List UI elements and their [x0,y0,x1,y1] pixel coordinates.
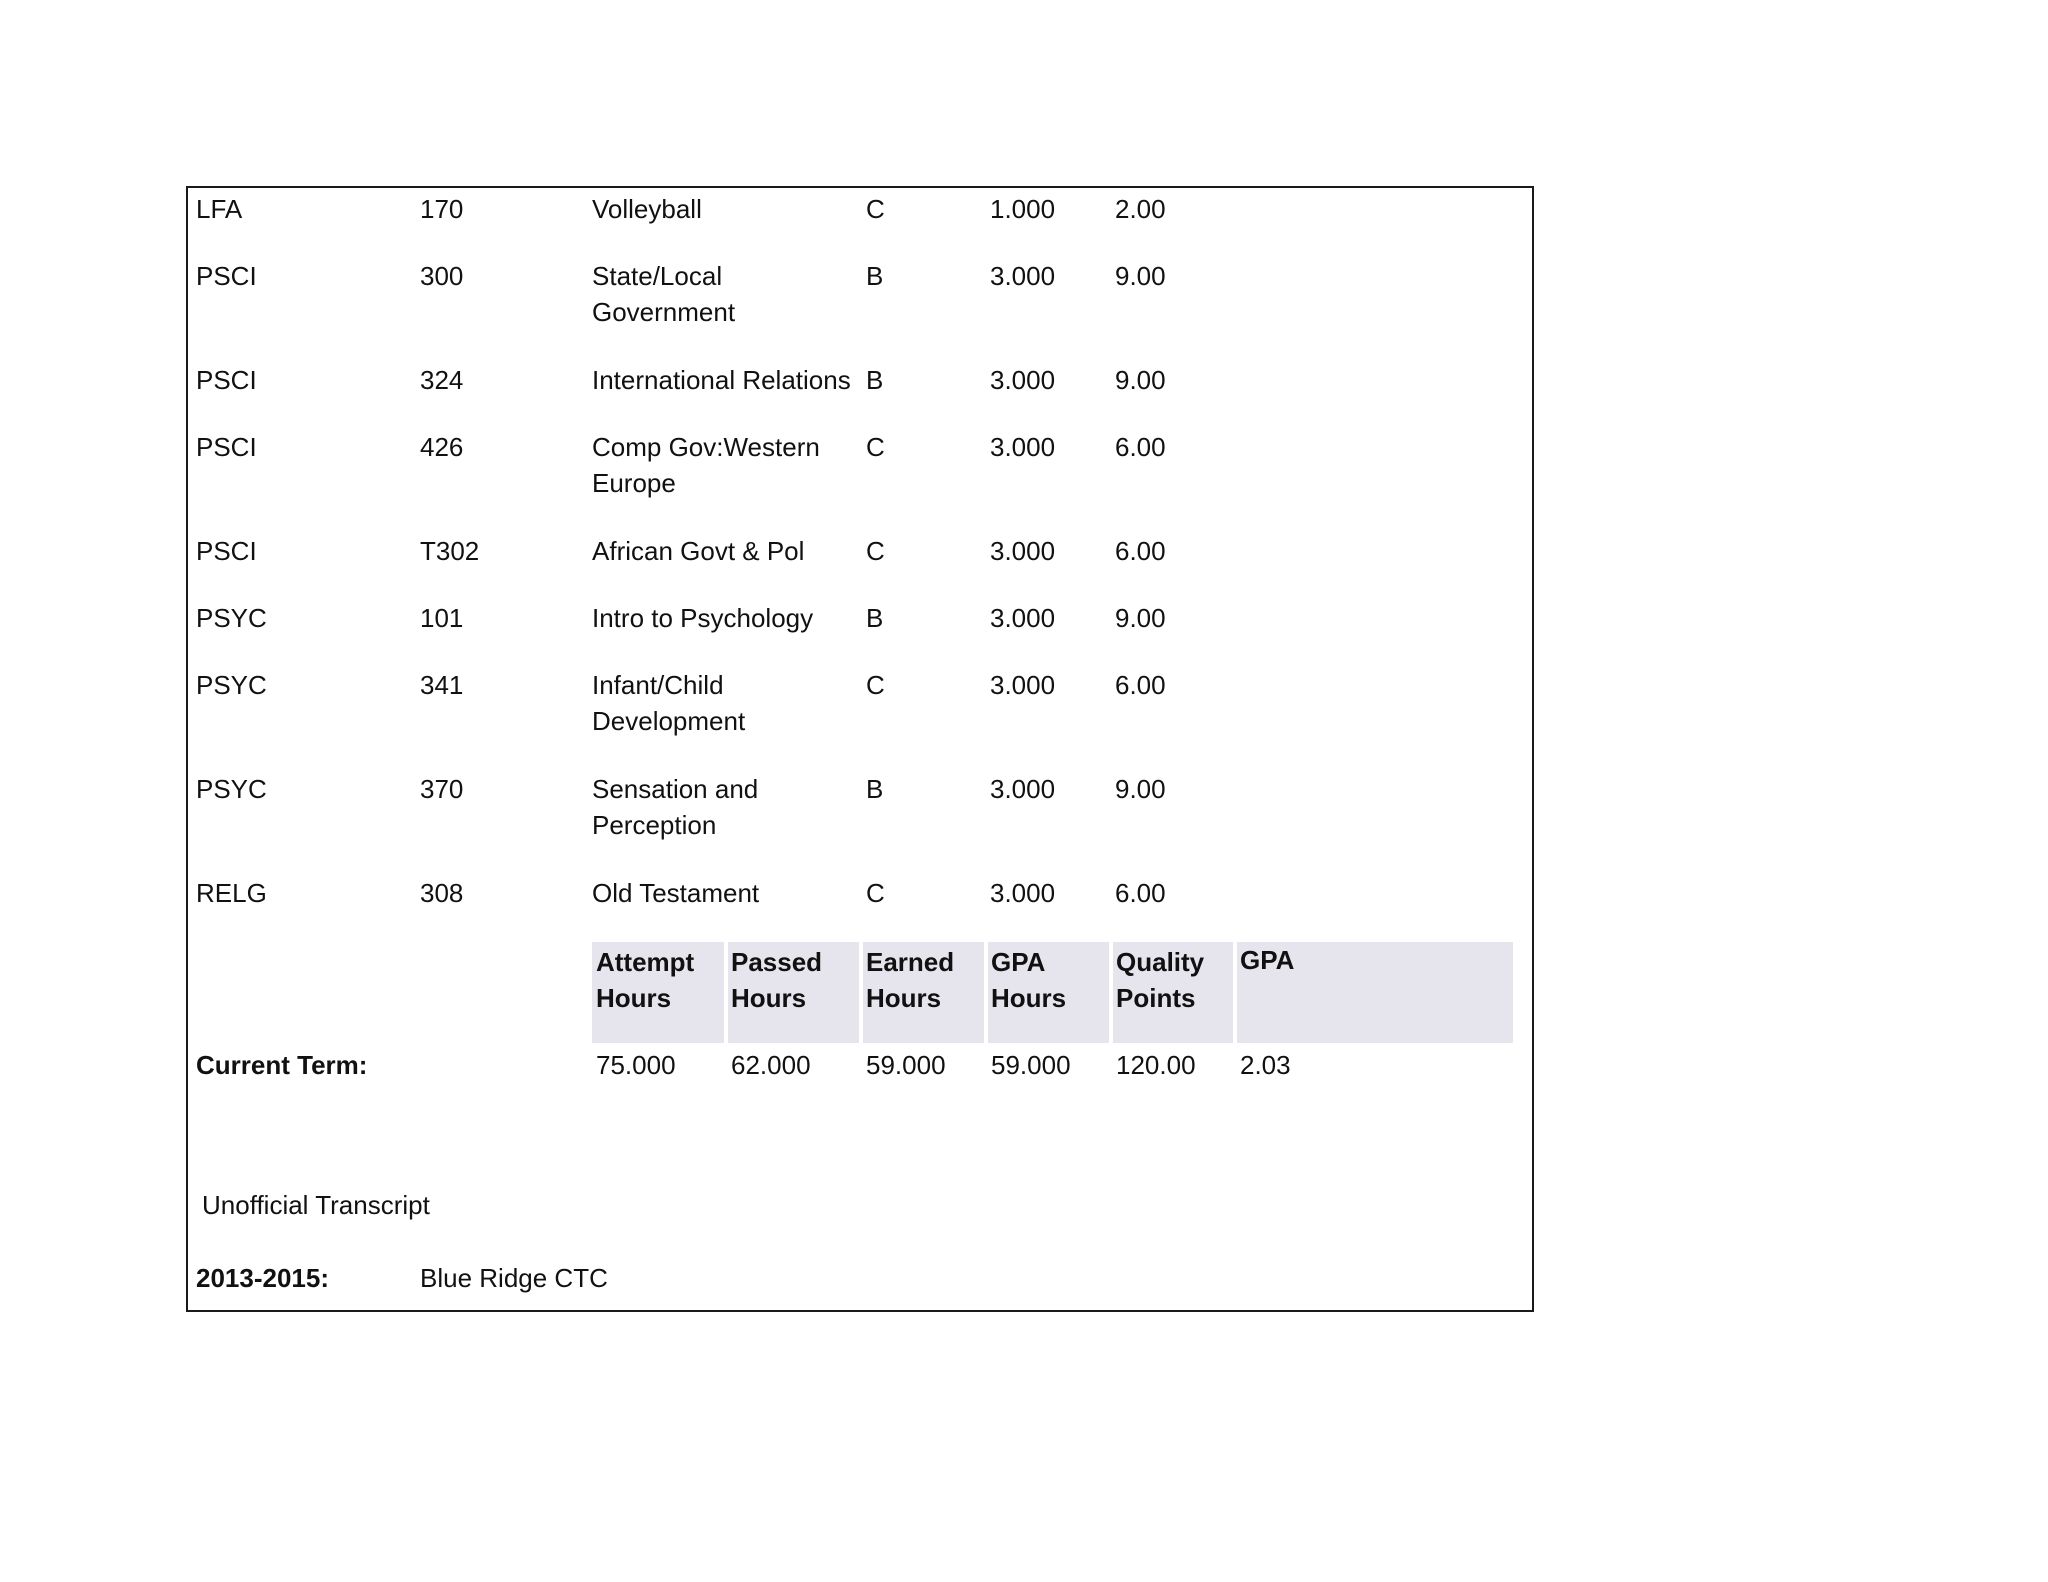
course-subject: PSCI [196,365,257,395]
course-hours: 3.000 [990,603,1056,633]
header-gpa: GPA [1240,945,1295,975]
course-title: Old Testament [592,878,760,908]
header-earned-hours: Earned Hours [866,947,955,1013]
course-points: 6.00 [1115,670,1166,700]
course-hours: 3.000 [990,432,1056,462]
value-quality-points: 120.00 [1116,1050,1196,1080]
course-subject: PSYC [196,603,267,633]
course-title: Sensation and Perception [592,774,759,840]
course-number: T302 [420,536,480,566]
course-hours: 1.000 [990,194,1056,224]
value-gpa-hours: 59.000 [991,1050,1071,1080]
course-points: 6.00 [1115,878,1166,908]
value-earned-hours: 59.000 [866,1050,946,1080]
course-number: 324 [420,365,464,395]
course-title: International Relations [592,365,851,395]
course-points: 6.00 [1115,536,1166,566]
course-hours: 3.000 [990,774,1056,804]
course-number: 341 [420,670,464,700]
course-subject: PSCI [196,536,257,566]
course-title: Infant/Child Development [592,670,746,736]
value-passed-hours: 62.000 [731,1050,811,1080]
course-points: 9.00 [1115,261,1166,291]
course-number: 300 [420,261,464,291]
header-passed-hours: Passed Hours [731,947,823,1013]
current-term-label: Current Term: [196,1050,368,1080]
course-grade: C [866,194,885,224]
transcript-title: Unofficial Transcript [202,1190,430,1220]
course-hours: 3.000 [990,261,1056,291]
institution-name: Blue Ridge CTC [420,1263,608,1293]
course-title: Intro to Psychology [592,603,814,633]
course-points: 2.00 [1115,194,1166,224]
course-grade: C [866,536,885,566]
course-points: 6.00 [1115,432,1166,462]
course-number: 370 [420,774,464,804]
header-gpa-hours: GPA Hours [991,947,1067,1013]
course-title: State/Local Government [592,261,736,327]
course-grade: C [866,432,885,462]
course-hours: 3.000 [990,365,1056,395]
value-attempt-hours: 75.000 [596,1050,676,1080]
course-hours: 3.000 [990,670,1056,700]
course-points: 9.00 [1115,774,1166,804]
course-subject: LFA [196,194,243,224]
course-subject: RELG [196,878,267,908]
course-grade: C [866,670,885,700]
course-title: Comp Gov:Western Europe [592,432,820,498]
course-points: 9.00 [1115,603,1166,633]
course-number: 101 [420,603,464,633]
course-subject: PSYC [196,774,267,804]
course-hours: 3.000 [990,878,1056,908]
course-number: 426 [420,432,464,462]
course-title: Volleyball [592,194,702,224]
period-label: 2013-2015: [196,1263,329,1293]
transcript-frame [186,186,1534,1312]
course-number: 308 [420,878,464,908]
course-points: 9.00 [1115,365,1166,395]
value-gpa: 2.03 [1240,1050,1291,1080]
header-attempt-hours: Attempt Hours [596,947,695,1013]
course-subject: PSCI [196,432,257,462]
course-grade: C [866,878,885,908]
course-subject: PSCI [196,261,257,291]
course-grade: B [866,261,884,291]
course-title: African Govt & Pol [592,536,805,566]
course-grade: B [866,365,884,395]
course-hours: 3.000 [990,536,1056,566]
course-grade: B [866,603,884,633]
header-quality-points: Quality Points [1116,947,1205,1013]
course-grade: B [866,774,884,804]
course-number: 170 [420,194,464,224]
course-subject: PSYC [196,670,267,700]
